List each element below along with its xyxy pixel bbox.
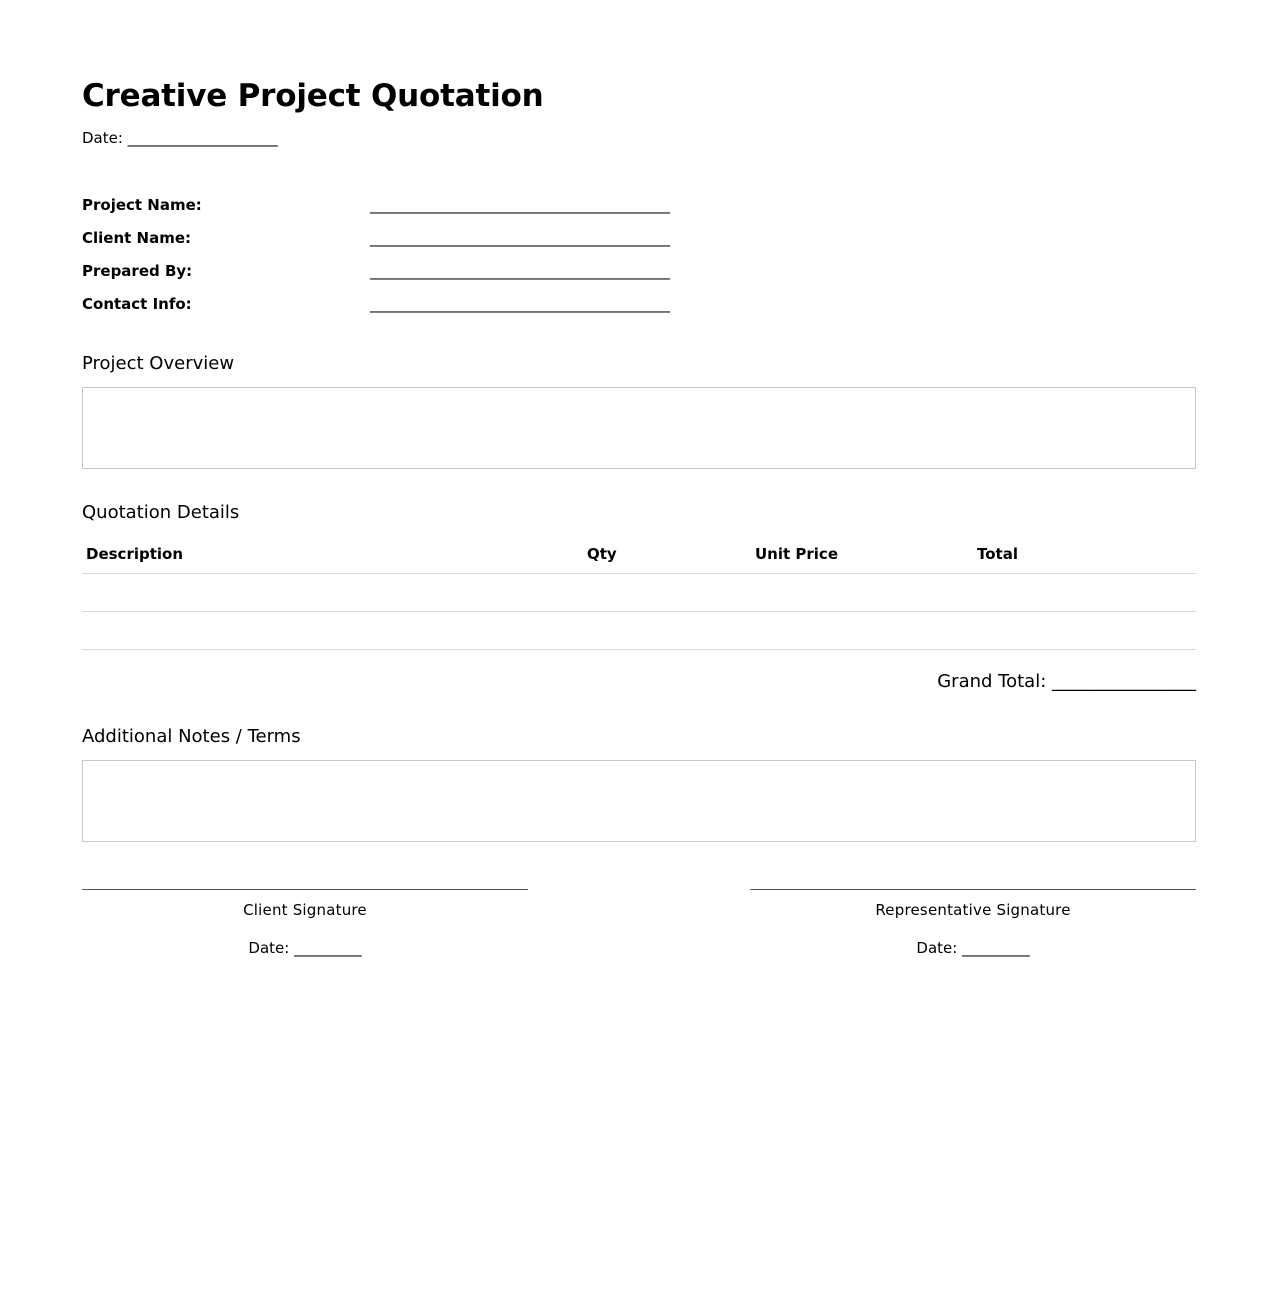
info-row-client-name [82, 229, 682, 251]
client-signature-date[interactable]: Date: _________ [248, 939, 362, 957]
project-name-label: Project Name: [82, 196, 202, 214]
quotation-details-heading: Quotation Details [82, 502, 240, 523]
representative-signature-caption: Representative Signature [875, 901, 1071, 919]
contact-info-label: Contact Info: [82, 295, 192, 313]
info-row-project-name [82, 196, 682, 218]
notes-box[interactable] [82, 760, 1196, 842]
page-title: Creative Project Quotation [82, 78, 544, 114]
client-name-field[interactable]: ________________________________________ [370, 229, 670, 247]
representative-signature-block [750, 889, 1196, 957]
table-row[interactable] [82, 612, 1196, 650]
column-header-description: Description [86, 545, 184, 563]
grand-total-label: Grand Total: [937, 671, 1047, 692]
client-signature-block [82, 889, 528, 957]
grand-total-field[interactable]: ________________ [1052, 671, 1196, 692]
info-row-prepared-by [82, 262, 682, 284]
column-header-qty: Qty [587, 545, 617, 563]
client-signature-caption: Client Signature [243, 901, 367, 919]
table-row[interactable] [82, 574, 1196, 612]
column-header-unit-price: Unit Price [755, 545, 838, 563]
client-signature-line[interactable] [82, 889, 528, 890]
client-name-label: Client Name: [82, 229, 192, 247]
contact-info-field[interactable]: ________________________________________ [370, 295, 670, 313]
column-header-total: Total [977, 545, 1018, 563]
prepared-by-field[interactable]: ________________________________________ [370, 262, 670, 280]
representative-signature-line[interactable] [750, 889, 1196, 890]
notes-heading: Additional Notes / Terms [82, 726, 301, 747]
quotation-table-header [82, 543, 1196, 574]
project-overview-heading: Project Overview [82, 353, 235, 374]
project-overview-box[interactable] [82, 387, 1196, 469]
representative-signature-date[interactable]: Date: _________ [916, 939, 1030, 957]
document-date: Date: ____________________ [82, 129, 278, 147]
grand-total [937, 671, 1196, 692]
prepared-by-label: Prepared By: [82, 262, 193, 280]
project-name-field[interactable]: ________________________________________ [370, 196, 670, 214]
info-row-contact-info [82, 295, 682, 317]
